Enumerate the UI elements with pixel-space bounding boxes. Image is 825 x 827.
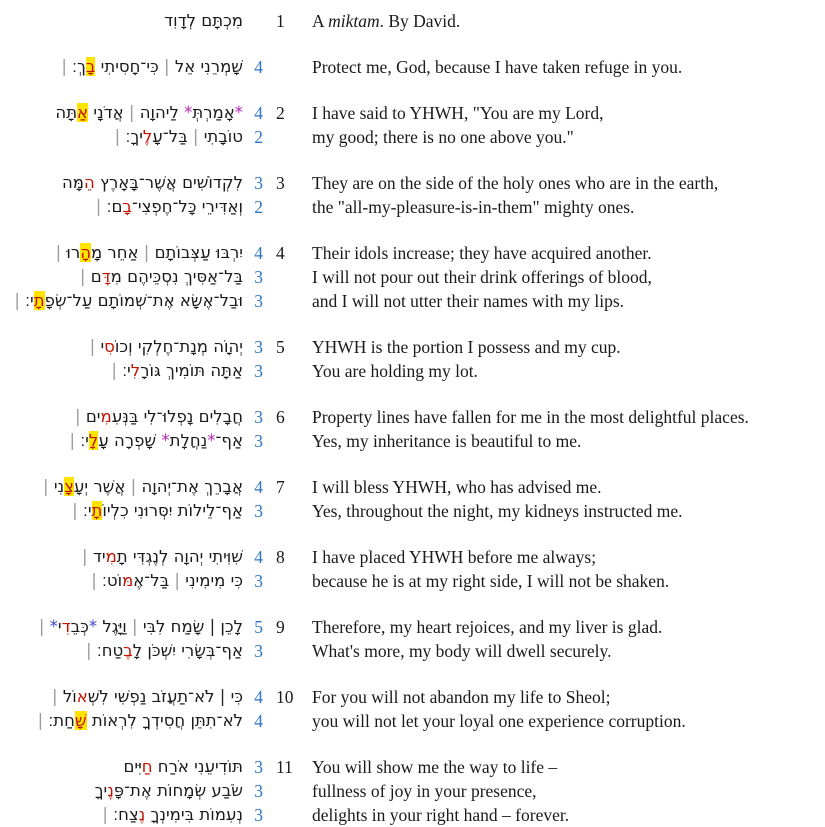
hebrew-segment: אַחֵר מָ xyxy=(90,243,139,262)
hebrew-segment: | xyxy=(61,57,73,76)
hebrew-segment: | xyxy=(82,547,93,566)
syllable-count-column xyxy=(243,545,263,593)
english-column xyxy=(299,335,819,383)
hebrew-segment: * xyxy=(88,617,98,636)
hebrew-segment: * xyxy=(207,431,216,450)
hebrew-line xyxy=(0,545,243,569)
english-column xyxy=(299,171,819,219)
hebrew-segment: בַּל־אַסִּיךְ נִסְכֵּיהֶם מִ xyxy=(110,267,243,286)
syllable-count-column xyxy=(243,9,263,33)
hebrew-line xyxy=(0,335,243,359)
hebrew-segment: דָּ xyxy=(101,267,111,286)
hebrew-segment: | xyxy=(169,571,186,590)
verse-number-column xyxy=(263,615,299,639)
verse-number: 11 xyxy=(276,757,293,777)
hebrew-column xyxy=(0,545,243,593)
syllable-count: 4 xyxy=(254,477,263,497)
syllable-count: 3 xyxy=(254,431,263,451)
english-column xyxy=(299,101,819,149)
hebrew-line xyxy=(0,429,243,453)
hebrew-line xyxy=(0,475,243,499)
hebrew-segment: טַח׃ xyxy=(96,641,124,660)
hebrew-segment: רוּ xyxy=(66,243,81,262)
syllable-count: 4 xyxy=(254,687,263,707)
hebrew-segment: אֲדֹנָי xyxy=(88,103,124,122)
hebrew-segment: י׃ xyxy=(80,431,89,450)
hebrew-segment: | xyxy=(209,617,216,636)
hebrew-segment: | xyxy=(95,197,107,216)
hebrew-segment: שָׁמְרֵנִי אֵל xyxy=(174,57,243,76)
hebrew-segment: * xyxy=(184,103,193,122)
hebrew-line xyxy=(0,359,243,383)
hebrew-segment: | xyxy=(14,291,26,310)
verse-group xyxy=(0,9,819,33)
verse-number: 6 xyxy=(276,407,285,427)
hebrew-segment: הָ xyxy=(80,243,91,262)
hebrew-segment: מָּה xyxy=(62,173,85,192)
english-segment: YHWH is the portion I possess and my cup. xyxy=(312,337,621,357)
verse-number-column xyxy=(263,171,299,195)
english-line xyxy=(312,569,819,593)
hebrew-segment: | xyxy=(69,431,81,450)
hebrew-segment: ךְ׃ xyxy=(72,57,86,76)
hebrew-segment: יִרְבּוּ עַצְּבוֹתָם xyxy=(154,243,243,262)
verse-number: 10 xyxy=(276,687,294,707)
verse-number: 5 xyxy=(276,337,285,357)
hebrew-segment: וֹל xyxy=(62,687,77,706)
hebrew-segment: תּוֹדִיעֵנִי אֹרַח xyxy=(152,757,243,776)
syllable-count: 2 xyxy=(254,197,263,217)
hebrew-segment: * xyxy=(49,617,58,636)
hebrew-segment: נְעִמוֹת בִּימִינְךָ xyxy=(145,805,243,824)
hebrew-segment: י xyxy=(100,337,105,356)
english-line xyxy=(312,545,819,569)
hebrew-segment: | xyxy=(125,477,142,496)
syllable-count: 3 xyxy=(254,805,263,825)
hebrew-segment: | xyxy=(75,407,86,426)
syllable-count: 3 xyxy=(254,571,263,591)
verse-group xyxy=(0,241,819,313)
english-column xyxy=(299,55,819,79)
hebrew-segment: מִ xyxy=(100,407,112,426)
hebrew-segment: * xyxy=(161,431,170,450)
hebrew-segment: לִקְדוֹשִׁים אֲשֶׁר־בָּאָרֶץ xyxy=(94,173,243,192)
verse-number: 9 xyxy=(276,617,285,637)
english-segment: delights in your right hand – forever. xyxy=(312,805,570,825)
hebrew-segment: תָ xyxy=(33,291,45,310)
syllable-count-column xyxy=(243,405,263,453)
hebrew-segment: וַיָּגֶל xyxy=(97,617,127,636)
english-line xyxy=(312,335,819,359)
syllable-count: 3 xyxy=(254,173,263,193)
english-line xyxy=(312,101,819,125)
hebrew-segment: צָ xyxy=(64,477,74,496)
verse-group xyxy=(0,55,819,79)
hebrew-line xyxy=(0,171,243,195)
hebrew-segment: תָּה xyxy=(55,103,78,122)
syllable-count: 3 xyxy=(254,291,263,311)
syllable-count-column xyxy=(243,615,263,663)
hebrew-segment: יִּים xyxy=(123,757,142,776)
english-segment: Therefore, my heart rejoices, and my liver is glad. xyxy=(312,617,663,637)
hebrew-segment: אֲבָרֵךְ אֶת־יְהוָה xyxy=(141,477,243,496)
hebrew-column xyxy=(0,685,243,733)
hebrew-segment: מִ xyxy=(105,547,117,566)
syllable-count: 5 xyxy=(254,617,263,637)
hebrew-segment: לַיהוָה xyxy=(139,103,185,122)
verse-number: 2 xyxy=(276,103,285,123)
english-column xyxy=(299,755,819,827)
hebrew-segment: נִי xyxy=(53,477,65,496)
hebrew-column xyxy=(0,241,243,313)
syllable-count: 3 xyxy=(254,641,263,661)
verses xyxy=(0,9,819,827)
english-line xyxy=(312,9,819,33)
hebrew-segment: מִכְתָּם לְדָוִד xyxy=(164,11,243,30)
english-segment: and I will not utter their names with my lips. xyxy=(312,291,625,311)
english-segment: Yes, my inheritance is beautiful to me. xyxy=(312,431,582,451)
hebrew-column xyxy=(0,475,243,523)
hebrew-segment: אַ xyxy=(77,103,89,122)
hebrew-column xyxy=(0,55,243,79)
english-column xyxy=(299,405,819,453)
verse-number: 7 xyxy=(276,477,285,497)
hebrew-segment: א xyxy=(76,687,88,706)
hebrew-segment: בָ xyxy=(85,57,96,76)
english-segment: A xyxy=(312,11,329,31)
english-segment: Yes, throughout the night, my kidneys instructed me. xyxy=(312,501,683,521)
hebrew-line xyxy=(0,265,243,289)
hebrew-segment: | xyxy=(37,711,49,730)
verse-number: 4 xyxy=(276,243,285,263)
english-line xyxy=(312,499,819,523)
hebrew-segment: | xyxy=(52,687,63,706)
hebrew-column xyxy=(0,405,243,453)
hebrew-segment: כְּבֵ xyxy=(70,617,89,636)
hebrew-segment: | xyxy=(72,501,83,520)
hebrew-column xyxy=(0,171,243,219)
syllable-count-column xyxy=(243,55,263,79)
hebrew-column xyxy=(0,335,243,383)
hebrew-segment: ם׃ xyxy=(106,197,123,216)
english-line xyxy=(312,289,819,313)
english-column xyxy=(299,545,819,593)
hebrew-segment: | xyxy=(38,617,50,636)
hebrew-line xyxy=(0,55,243,79)
hebrew-line xyxy=(0,405,243,429)
english-line xyxy=(312,55,819,79)
hebrew-line xyxy=(0,803,243,827)
hebrew-segment: שָׂמַח לִבִּי xyxy=(142,617,210,636)
verse-number: 3 xyxy=(276,173,285,193)
hebrew-line xyxy=(0,639,243,663)
hebrew-column xyxy=(0,101,243,149)
english-line xyxy=(312,359,819,383)
english-line xyxy=(312,429,819,453)
syllable-count: 3 xyxy=(254,501,263,521)
hebrew-line xyxy=(0,779,243,803)
syllable-count-column xyxy=(243,241,263,313)
hebrew-segment: מּ xyxy=(122,571,134,590)
hebrew-segment: נַחֲלָת xyxy=(169,431,208,450)
hebrew-segment: בָ xyxy=(122,197,132,216)
english-segment: fullness of joy in your presence, xyxy=(312,781,537,801)
hebrew-segment: לִ xyxy=(130,361,141,380)
hebrew-line xyxy=(0,499,243,523)
syllable-count: 4 xyxy=(254,103,263,123)
english-segment: Protect me, God, because I have taken refuge in you. xyxy=(312,57,683,77)
hebrew-line xyxy=(0,615,243,639)
verse-number-column xyxy=(263,685,299,709)
english-segment: I will bless YHWH, who has advised me. xyxy=(312,477,602,497)
verse-number-column xyxy=(263,475,299,499)
verse-group xyxy=(0,101,819,149)
hebrew-segment: לָ xyxy=(88,431,99,450)
hebrew-segment: נֶ xyxy=(107,781,114,800)
hebrew-segment: שֹׂבַע שְׂמָחוֹת אֶת־פָּ xyxy=(113,781,243,800)
hebrew-segment: | xyxy=(89,337,101,356)
hebrew-segment: וֹט׃ xyxy=(102,571,123,590)
verse-group xyxy=(0,615,819,663)
syllable-count: 3 xyxy=(254,757,263,777)
hebrew-segment: יד xyxy=(92,547,106,566)
english-line xyxy=(312,755,819,779)
english-line xyxy=(312,803,819,827)
hebrew-segment: י xyxy=(57,617,62,636)
verse-number: 1 xyxy=(276,11,285,31)
hebrew-segment: תָ xyxy=(91,501,103,520)
hebrew-segment: צַח׃ xyxy=(113,805,139,824)
english-segment: For you will not abandon my life to Sheol; xyxy=(312,687,611,707)
hebrew-segment: חַת׃ xyxy=(48,711,75,730)
english-line xyxy=(312,709,819,733)
verse-number-column xyxy=(263,405,299,429)
hebrew-segment: י׃ xyxy=(122,361,131,380)
verse-group xyxy=(0,755,819,827)
hebrew-segment: יךָ xyxy=(94,781,108,800)
syllable-count: 3 xyxy=(254,267,263,287)
syllable-count xyxy=(243,9,263,33)
hebrew-segment: אָמַרְתְּ xyxy=(192,103,235,122)
english-line xyxy=(312,615,819,639)
english-line xyxy=(312,195,819,219)
hebrew-segment: כִּי מִימִינִי xyxy=(185,571,243,590)
hebrew-segment: לֶ xyxy=(142,127,153,146)
hebrew-segment: | xyxy=(138,243,155,262)
english-segment: I have said to YHWH, "You are my Lord, xyxy=(312,103,604,123)
hebrew-segment: לֹא־תִתֵּן חֲסִידְךָ לִרְאוֹת xyxy=(86,711,243,730)
english-segment: . By David. xyxy=(379,11,461,31)
verse-number: 8 xyxy=(276,547,285,567)
hebrew-segment: כִּי־חָסִיתִי xyxy=(95,57,159,76)
hebrew-segment: י׃ xyxy=(25,291,34,310)
syllable-count-column xyxy=(243,685,263,733)
english-line xyxy=(312,779,819,803)
hebrew-segment: בַּל־אֶ xyxy=(133,571,170,590)
hebrew-segment: בֶ xyxy=(123,641,133,660)
syllable-count-column xyxy=(243,101,263,149)
hebrew-line xyxy=(0,195,243,219)
hebrew-segment: לֹא־תַעֲזֹב נַפְשִׁי לִשְׁ xyxy=(87,687,220,706)
hebrew-segment: לָכֵן xyxy=(215,617,243,636)
english-column xyxy=(299,685,819,733)
english-line xyxy=(312,639,819,663)
english-segment: Property lines have fallen for me in the most delightful places. xyxy=(312,407,749,427)
english-segment: Their idols increase; they have acquired another. xyxy=(312,243,652,263)
hebrew-column xyxy=(0,9,243,33)
hebrew-segment: אַתָּה תּוֹמִיךְ גּוֹרָ xyxy=(140,361,243,380)
hebrew-segment: | xyxy=(43,477,54,496)
english-segment: You are holding my lot. xyxy=(312,361,478,381)
syllable-count: 4 xyxy=(254,57,263,77)
english-line xyxy=(312,125,819,149)
english-line xyxy=(312,685,819,709)
english-line xyxy=(312,405,819,429)
verse-number-column xyxy=(263,755,299,779)
hebrew-segment: הֵ xyxy=(84,173,95,192)
hebrew-segment: ם xyxy=(90,267,102,286)
syllable-count: 4 xyxy=(254,547,263,567)
hebrew-segment: אַף־בְּשָׂרִי יִשְׁכֹּן לָ xyxy=(132,641,243,660)
english-line xyxy=(312,475,819,499)
hebrew-segment: ים xyxy=(85,407,101,426)
hebrew-segment: יךָ׃ xyxy=(125,127,143,146)
english-segment: I will not pour out their drink offerings of blood, xyxy=(312,267,652,287)
syllable-count-column xyxy=(243,171,263,219)
hebrew-segment: שִׁוִּיתִי יְהוָה לְנֶגְדִּי תָ xyxy=(116,547,243,566)
english-segment: the "all-my-pleasure-is-in-them" mighty ones. xyxy=(312,197,635,217)
english-segment: my good; there is no one above you." xyxy=(312,127,574,147)
hebrew-segment: | xyxy=(219,687,226,706)
hebrew-line xyxy=(0,241,243,265)
hebrew-segment: אֲשֶׁר יְעָ xyxy=(73,477,126,496)
english-segment: because he is at my right side, I will not be shaken. xyxy=(312,571,670,591)
english-segment: you will not let your loyal one experience corruption. xyxy=(312,711,686,731)
hebrew-line xyxy=(0,125,243,149)
english-segment: They are on the side of the holy ones who are in the earth, xyxy=(312,173,719,193)
english-column xyxy=(299,9,819,33)
hebrew-segment: | xyxy=(114,127,126,146)
syllable-count: 3 xyxy=(254,361,263,381)
verse-group xyxy=(0,405,819,453)
english-segment: You will show me the way to life – xyxy=(312,757,558,777)
hebrew-segment: בַּל־עָ xyxy=(152,127,188,146)
verse-number-column xyxy=(263,545,299,569)
syllable-count: 4 xyxy=(254,243,263,263)
hebrew-line xyxy=(0,709,243,733)
hebrew-segment: וְאַדִּירֵי כָּל־חֶפְצִי־ xyxy=(131,197,243,216)
hebrew-segment: | xyxy=(79,267,91,286)
english-column xyxy=(299,475,819,523)
hebrew-segment: אַף־ xyxy=(215,431,243,450)
hebrew-segment: כִּי xyxy=(225,687,243,706)
hebrew-segment: אַף־לֵילוֹת יִסְּרוּנִי כִלְיוֹ xyxy=(102,501,243,520)
english-column xyxy=(299,241,819,313)
verse-group xyxy=(0,171,819,219)
english-line xyxy=(312,265,819,289)
hebrew-segment: | xyxy=(158,57,175,76)
hebrew-segment: סִ xyxy=(104,337,115,356)
syllable-count: 3 xyxy=(254,337,263,357)
hebrew-segment: | xyxy=(102,805,114,824)
verse-number-column xyxy=(263,101,299,125)
syllable-count: 3 xyxy=(254,781,263,801)
syllable-count-column xyxy=(243,475,263,523)
hebrew-line xyxy=(0,685,243,709)
verse-number-column xyxy=(263,241,299,265)
hebrew-segment: טוֹבָתִי xyxy=(203,127,243,146)
hebrew-segment: שָׁ xyxy=(74,711,87,730)
hebrew-segment: יְהוָֹה מְנָת־חֶלְקִי וְכוֹ xyxy=(114,337,243,356)
syllable-count-column xyxy=(243,755,263,827)
hebrew-segment: וּבַל־אֶשָּׂא אֶת־שְׁמוֹתָם עַל־שְׂפָ xyxy=(44,291,243,310)
verse-number-column xyxy=(263,335,299,359)
hebrew-segment: | xyxy=(55,243,67,262)
syllable-count: 3 xyxy=(254,407,263,427)
hebrew-segment: | xyxy=(126,617,143,636)
hebrew-line xyxy=(0,289,243,313)
english-segment: What's more, my body will dwell securely. xyxy=(312,641,612,661)
hebrew-line xyxy=(0,101,243,125)
hebrew-line xyxy=(0,9,243,33)
verse-group xyxy=(0,475,819,523)
english-line xyxy=(312,171,819,195)
hebrew-segment: חֲבָלִים נָפְלוּ־לִי בַּנְּעִ xyxy=(111,407,243,426)
verse-group xyxy=(0,335,819,383)
hebrew-segment: | xyxy=(111,361,123,380)
hebrew-segment: חַ xyxy=(141,757,153,776)
verse-group xyxy=(0,545,819,593)
hebrew-segment: נֶ xyxy=(138,805,146,824)
hebrew-line xyxy=(0,755,243,779)
hebrew-column xyxy=(0,615,243,663)
syllable-count: 4 xyxy=(254,711,263,731)
hebrew-segment: | xyxy=(187,127,204,146)
english-column xyxy=(299,615,819,663)
hebrew-segment: שָׁפְרָה עָ xyxy=(98,431,162,450)
syllable-count: 2 xyxy=(254,127,263,147)
english-line xyxy=(312,241,819,265)
verse-group xyxy=(0,685,819,733)
hebrew-segment: | xyxy=(86,641,97,660)
english-segment: miktam xyxy=(328,11,380,31)
syllable-count-column xyxy=(243,335,263,383)
hebrew-segment: | xyxy=(91,571,102,590)
verse-number-column xyxy=(263,9,299,33)
hebrew-segment: י׃ xyxy=(82,501,92,520)
hebrew-segment: | xyxy=(123,103,140,122)
english-segment: I have placed YHWH before me always; xyxy=(312,547,597,567)
hebrew-line xyxy=(0,569,243,593)
hebrew-segment: דִ xyxy=(61,617,71,636)
hebrew-column xyxy=(0,755,243,827)
hebrew-segment: * xyxy=(234,103,243,122)
